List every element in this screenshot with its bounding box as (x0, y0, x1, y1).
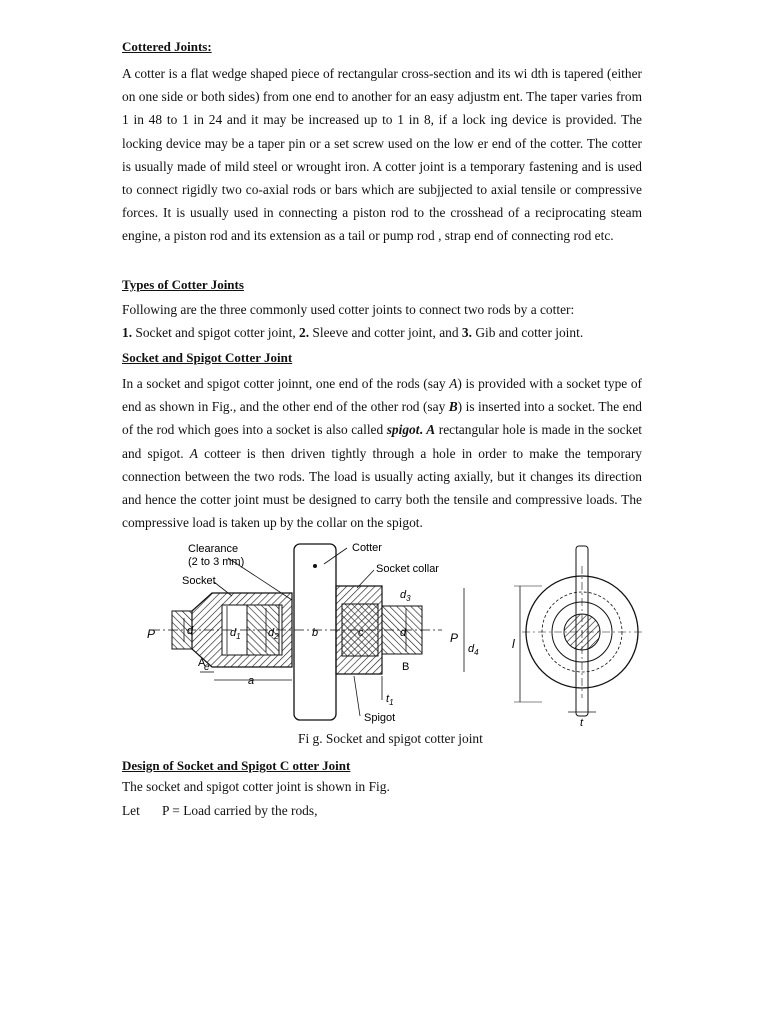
label-d1-sub: 1 (236, 632, 241, 641)
leader-spigot (354, 676, 360, 716)
label-clearance-range: (2 to 3 mm) (188, 556, 245, 568)
label-b: b (312, 627, 319, 639)
design-let-label: Let (122, 803, 140, 818)
label-d-left: d (187, 625, 194, 637)
label-d-right: d (400, 627, 407, 639)
italic-A: A (449, 376, 458, 391)
text-run: . (419, 422, 427, 438)
heading-types-of-cotter-joints: Types of Cotter Joints (122, 277, 244, 292)
figure-socket-spigot-joint (142, 536, 642, 728)
text-run: rectangular hole is made in the socket and spigot. (122, 422, 642, 461)
list-number-2: 2. (299, 325, 310, 340)
text-run: In a socket and spigot cotter joinnt, one end of the rods (say (122, 376, 450, 391)
leader-collar (357, 570, 374, 588)
label-d2-main: d (268, 627, 275, 639)
label-t: t (580, 717, 584, 728)
italic-B: B (448, 399, 458, 415)
label-t1 (386, 693, 394, 707)
label-p-left: P (147, 627, 156, 641)
label-d3-sub: 3 (406, 594, 411, 603)
figure-drawing (142, 536, 642, 728)
label-l: l (512, 637, 515, 651)
figure-caption: Fi g. Socket and spigot cotter joint (298, 731, 483, 746)
label-clearance: Clearance (188, 543, 239, 555)
types-list (122, 321, 583, 344)
label-d4 (468, 643, 479, 657)
italic-A: A (189, 445, 198, 461)
list-number-1: 1. (122, 325, 133, 340)
label-t1-main: t (386, 693, 390, 705)
cotter-pin (313, 564, 317, 568)
term-spigot: spigot (386, 422, 420, 438)
label-p-right: P (450, 631, 459, 645)
label-d4-main: d (468, 643, 475, 655)
heading-cottered-joints: Cottered Joints: (122, 39, 212, 54)
italic-A: A (426, 422, 436, 438)
label-spigot: Spigot (364, 712, 396, 724)
label-socket: Socket (182, 575, 216, 587)
label-e: e (204, 662, 210, 673)
types-intro: Following are the three commonly used cotter joints to connect two rods by a cotter: (122, 302, 575, 317)
text-run: ) is inserted into a socket. The end of the rod which goes into a socket is also called (122, 399, 642, 438)
list-item-1: Socket and spigot cotter joint, (132, 325, 300, 340)
heading-design-socket-spigot: Design of Socket and Spigot C otter Joint (122, 758, 351, 773)
label-socket-collar: Socket collar (376, 563, 439, 575)
heading-socket-and-spigot: Socket and Spigot Cotter Joint (122, 350, 293, 365)
list-item-2: Sleeve and cotter joint, and (309, 325, 462, 340)
label-a-rod: A (198, 657, 206, 669)
design-line-1: The socket and spigot cotter joint is shown in Fig. (122, 779, 390, 794)
paragraph-cotter-definition: A cotter is a flat wedge shaped piece of rectangular cross-section and its wi dth is tapered (either on one side or both sides) from one end to another for an easy adjustm ent. The taper varies from 1 in 48 to 1 in 24 and it may be increased up to 1 in 8, if a lock ing device is provided. The locking device may be a taper pin or a set screw used on the low er end of the cotter. The cotter is usually made of mild steel or wrought iron. A cotter joint is a temporary fastening and is used to connect rigidly two co-axial rods or bars which are subjjected to axial tensile or compressive forces. It is usually used in connecting a piston rod to the crosshead of a reciprocating steam engine, a piston rod and its extension as a tail or pump rod , strap end of connecting rod etc. (122, 66, 642, 244)
label-c: c (358, 627, 364, 639)
text-run: cotteer is then driven tightly through a hole in order to make the temporary connection between the two rods. The load is usually acting axially, but it changes its direction and hence the cotter joint must be designed to carry both the tensile and compressive loads. The compressive load is taken up by the collar on the spigot. (122, 445, 643, 531)
label-cotter: Cotter (352, 542, 382, 554)
label-d1-main: d (230, 627, 237, 639)
list-number-3: 3. (461, 325, 472, 340)
label-d2-sub: 2 (274, 632, 279, 641)
design-let-text: P = Load carried by the rods, (162, 803, 318, 818)
paragraph-socket-spigot (122, 372, 642, 534)
label-d3 (400, 589, 411, 603)
list-item-3: Gib and cotter joint. (471, 325, 584, 340)
text-run: ) is provided with a socket type of end as shown in Fig., and the other end of the other rod (say (122, 376, 643, 415)
label-d3-main: d (400, 589, 407, 601)
label-d4-sub: 4 (474, 648, 479, 657)
label-a-dim: a (248, 675, 255, 687)
label-t1-sub: 1 (389, 698, 394, 707)
label-b-rod: B (402, 661, 410, 673)
